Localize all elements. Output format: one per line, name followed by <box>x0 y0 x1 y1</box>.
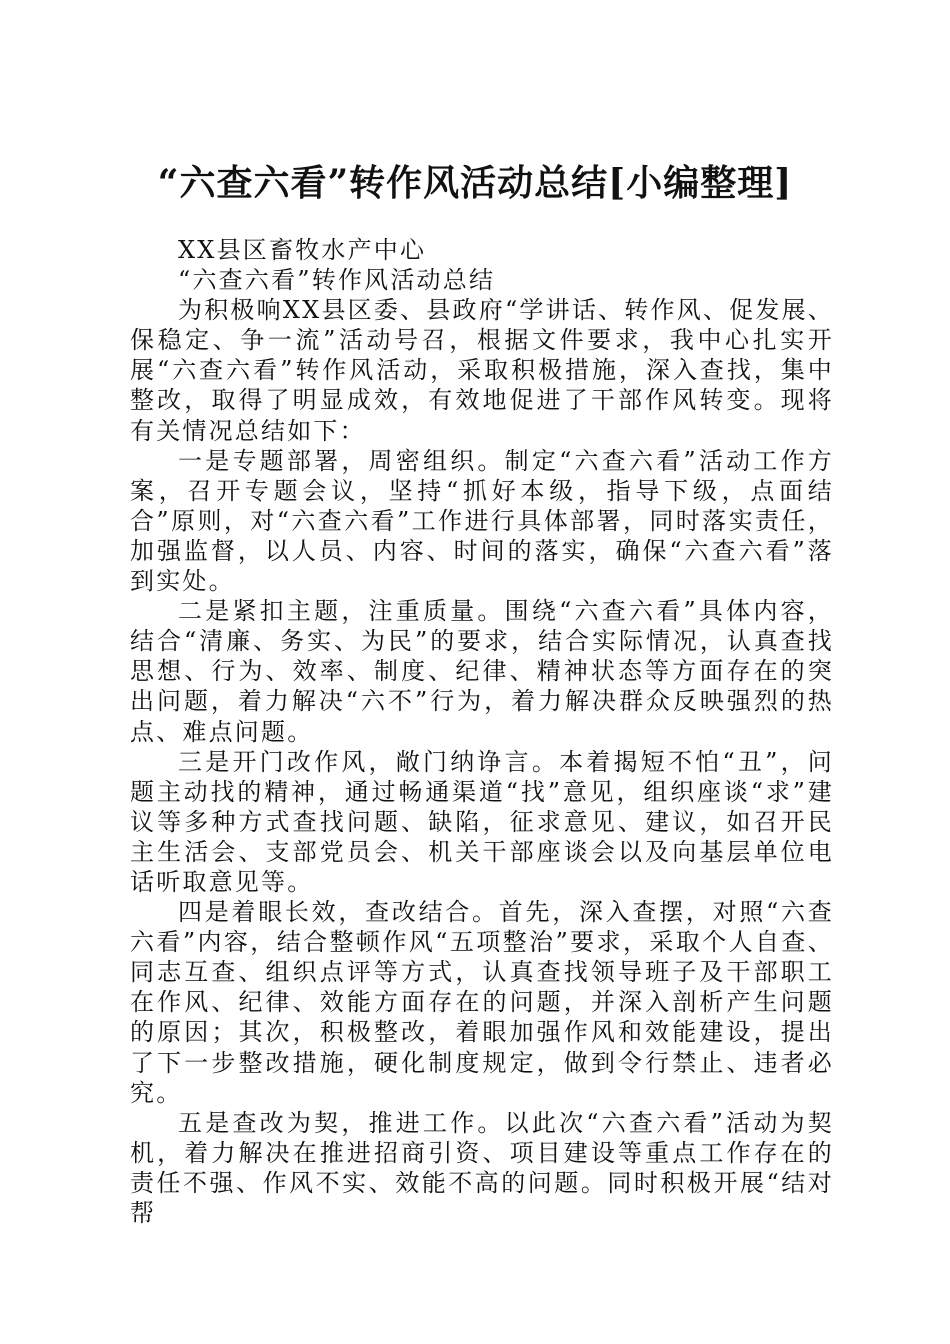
paragraph-org: XX县区畜牧水产中心 <box>178 236 427 264</box>
document-body <box>130 235 834 1228</box>
paragraph-subtitle: “六查六看”转作风活动总结 <box>178 266 496 295</box>
paragraph-point-4: 四是着眼长效，查改结合。首先，深入查摆，对照“六查六看”内容，结合整顿作风“五项整治”要求，采取个人自查、同志互查、组织点评等方式，认真查找领导班子及干部职工在作风、纪律、效能方面存在的问题，并深入剖析产生问题的原因；其次，积极整改，着眼加强作风和效能建设，提出了下一步整改措施，硬化制度规定，做到令行禁止、违者必究。 <box>130 898 834 1107</box>
paragraph-point-2: 二是紧扣主题，注重质量。围绕“六查六看”具体内容，结合“清廉、务实、为民”的要求，结合实际情况，认真查找思想、行为、效率、制度、纪律、精神状态等方面存在的突出问题，着力解决“六不”行为，着力解决群众反映强烈的热点、难点问题。 <box>130 597 834 746</box>
paragraph-intro: 为积极响XX县区委、县政府“学讲话、转作风、促发展、保稳定、争一流”活动号召，根据文件要求，我中心扎实开展“六查六看”转作风活动，采取积极措施，深入查找，集中整改，取得了明显成效，有效地促进了干部作风转变。现将有关情况总结如下： <box>130 296 834 445</box>
document-title: “六查六看”转作风活动总结[小编整理] <box>157 162 793 204</box>
paragraph-point-1: 一是专题部署，周密组织。制定“六查六看”活动工作方案，召开专题会议，坚持“抓好本级，指导下级，点面结合”原则，对“六查六看”工作进行具体部署，同时落实责任，加强监督，以人员、内容、时间的落实，确保“六查六看”落到实处。 <box>130 446 834 596</box>
paragraph-point-3: 三是开门改作风，敞门纳诤言。本着揭短不怕“丑”，问题主动找的精神，通过畅通渠道“找”意见，组织座谈“求”建议等多种方式查找问题、缺陷，征求意见、建议，如召开民主生活会、支部党员会、机关干部座谈会以及向基层单位电话听取意见等。 <box>130 747 834 896</box>
paragraph-point-5: 五是查改为契，推进工作。以此次“六查六看”活动为契机，着力解决在推进招商引资、项目建设等重点工作存在的责任不强、作风不实、效能不高的问题。同时积极开展“结对帮 <box>130 1108 834 1227</box>
